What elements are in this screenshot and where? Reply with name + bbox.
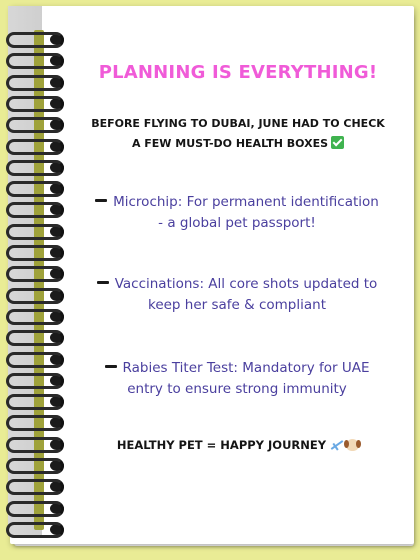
page-content [68, 0, 408, 560]
spiral-ring [6, 456, 70, 474]
ring-wire [6, 53, 64, 69]
spiral-ring [6, 115, 70, 133]
footer-text: HEALTHY PET = HAPPY JOURNEY [116, 438, 327, 452]
spiral-ring [6, 520, 70, 538]
spiral-ring [6, 94, 70, 112]
check-mark-icon [331, 136, 344, 149]
spiral-ring [6, 222, 70, 240]
ring-wire [6, 352, 64, 368]
ring-wire [6, 501, 64, 517]
spiral-ring [6, 392, 70, 410]
spiral-ring [6, 73, 70, 91]
ring-wire [6, 117, 64, 133]
spiral-ring [6, 307, 70, 325]
ring-wire [6, 75, 64, 91]
spiral-ring [6, 413, 70, 431]
spiral-ring [6, 264, 70, 282]
ring-wire [6, 160, 64, 176]
spiral-ring [6, 350, 70, 368]
spiral-ring [6, 51, 70, 69]
intro-line-2-wrap [68, 134, 408, 154]
ring-wire [6, 437, 64, 453]
ring-wire [6, 181, 64, 197]
ring-wire [6, 202, 64, 218]
list-item-line-1: Vaccinations: All core shots updated to [114, 276, 378, 292]
ring-wire [6, 330, 64, 346]
list-item-line-1: Rabies Titer Test: Mandatory for UAE [122, 360, 370, 376]
spiral-ring [6, 200, 70, 218]
list-item-rabies-titer [74, 358, 400, 400]
page-title: PLANNING IS EVERYTHING! [98, 62, 378, 83]
intro-text [68, 114, 408, 154]
ring-wire [6, 479, 64, 495]
spiral-ring [6, 286, 70, 304]
list-item-line-1: Microchip: For permanent identification [113, 194, 379, 210]
spiral-ring [6, 371, 70, 389]
spiral-ring [6, 30, 70, 48]
ring-wire [6, 373, 64, 389]
spiral-ring [6, 499, 70, 517]
ring-wire [6, 245, 64, 261]
footer-slogan [68, 438, 408, 452]
spiral-ring [6, 137, 70, 155]
spiral-ring [6, 435, 70, 453]
ring-wire [6, 288, 64, 304]
ring-wire [6, 309, 64, 325]
ring-wire [6, 394, 64, 410]
airplane-icon [330, 439, 344, 451]
ring-wire [6, 32, 64, 48]
dash-bullet-icon [95, 199, 107, 202]
spiral-ring [6, 179, 70, 197]
spiral-ring [6, 158, 70, 176]
intro-line-2: A FEW MUST-DO HEALTH BOXES [131, 137, 329, 150]
ring-wire [6, 224, 64, 240]
ring-wire [6, 522, 64, 538]
list-item-line-1-wrap [74, 274, 400, 295]
spiral-ring [6, 328, 70, 346]
ring-wire [6, 458, 64, 474]
spiral-ring [6, 477, 70, 495]
dash-bullet-icon [105, 365, 117, 368]
spiral-ring [6, 243, 70, 261]
list-item-line-2: - a global pet passport! [158, 215, 316, 231]
list-item-vaccinations [74, 274, 400, 316]
ring-wire [6, 139, 64, 155]
dog-face-icon [346, 439, 359, 451]
list-item-line-1-wrap [74, 358, 400, 379]
intro-line-1: BEFORE FLYING TO DUBAI, JUNE HAD TO CHECK [91, 117, 385, 130]
ring-wire [6, 96, 64, 112]
ring-wire [6, 415, 64, 431]
dash-bullet-icon [97, 281, 109, 284]
list-item-microchip [74, 192, 400, 234]
list-item-line-2: entry to ensure strong immunity [127, 381, 347, 397]
list-item-line-1-wrap [74, 192, 400, 213]
ring-wire [6, 266, 64, 282]
list-item-line-2: keep her safe & compliant [147, 297, 326, 313]
